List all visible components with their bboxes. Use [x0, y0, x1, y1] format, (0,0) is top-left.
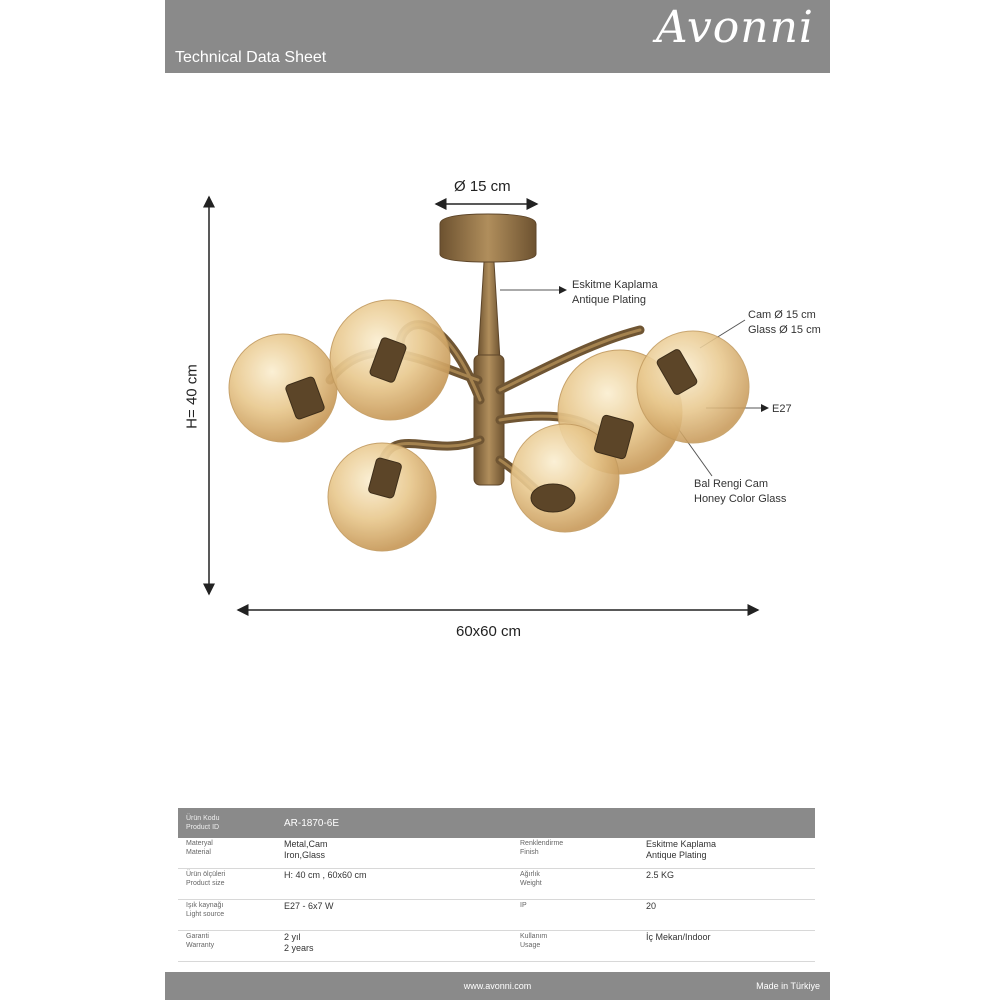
footer-made-in: Made in Türkiye [756, 981, 820, 991]
width-dimension: 60x60 cm [456, 623, 522, 640]
spec-row: Materyal Material Metal,Cam Iron,Glass Renklendirme Finish Eskitme Kaplama Antique Plating [178, 838, 815, 869]
stem [478, 262, 500, 360]
callout-glass-size: Cam Ø 15 cm Glass Ø 15 cm [748, 309, 821, 336]
height-dimension: H= 40 cm [183, 364, 201, 429]
canopy-dimension: Ø 15 cm [454, 178, 511, 195]
footer-url[interactable]: www.avonni.com [463, 981, 532, 991]
spec-header-row: Ürün Kodu Product ID AR-1870-6E [178, 808, 815, 838]
page-title: Technical Data Sheet [175, 49, 327, 66]
spec-row: Işık kaynağı Light source E27 - 6x7 W IP 20 [178, 900, 815, 931]
brand-logo: Avonni [655, 2, 814, 53]
globe [637, 331, 749, 443]
callout-plating: Eskitme Kaplama Antique Plating [572, 279, 658, 306]
callout-socket: E27 [772, 403, 792, 415]
spec-row: Ürün ölçüleri Product size H: 40 cm , 60x60 cm Ağırlık Weight 2.5 KG [178, 869, 815, 900]
callout-glass-color: Bal Rengi Cam Honey Color Glass [694, 478, 787, 505]
spec-row: Garanti Warranty 2 yıl 2 years Kullanım Usage İç Mekan/Indoor [178, 931, 815, 962]
globe [229, 334, 337, 442]
product-id: AR-1870-6E [276, 808, 815, 838]
canopy [440, 214, 536, 262]
footer-band [165, 972, 830, 1000]
spec-table [178, 808, 815, 971]
